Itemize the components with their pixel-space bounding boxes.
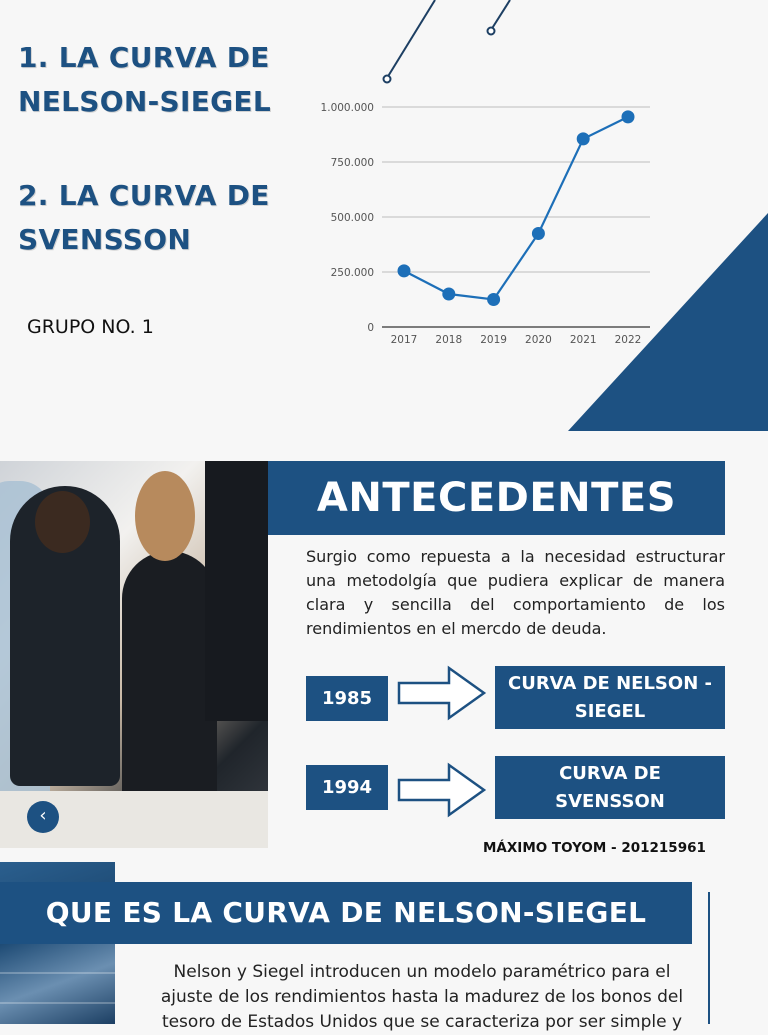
curve-box-nelson-siegel [495, 666, 725, 729]
title1-line1: 1. LA CURVA DE [18, 41, 270, 74]
y-tick-label: 250.000 [330, 267, 374, 279]
decorative-lines [370, 0, 530, 90]
nelson-siegel-title: QUE ES LA CURVA DE NELSON-SIEGEL [0, 882, 692, 944]
curve-box-svensson [495, 756, 725, 819]
data-point [398, 264, 411, 277]
title1-line2: NELSON-SIEGEL [18, 85, 271, 118]
curve1-line1: CURVA DE NELSON - [508, 672, 712, 694]
author-credit: MÁXIMO TOYOM - 201215961 [483, 840, 706, 856]
data-point [487, 293, 500, 306]
arrow-right-icon [397, 665, 487, 721]
year-badge-1994: 1994 [306, 765, 388, 810]
divider-line [708, 892, 710, 1024]
data-point [532, 227, 545, 240]
x-tick-label: 2019 [480, 334, 507, 346]
title2-line1: 2. LA CURVA DE [18, 179, 270, 212]
y-tick-label: 500.000 [330, 212, 374, 224]
curve1-line2: SIEGEL [574, 700, 646, 722]
y-tick-label: 750.000 [330, 157, 374, 169]
data-point [577, 132, 590, 145]
decorative-triangle [568, 213, 768, 431]
curve2-line1: CURVA DE [559, 762, 661, 784]
y-tick-label: 1.000.000 [320, 102, 374, 114]
chevron-left-icon[interactable]: ‹ [27, 801, 59, 833]
antecedentes-paragraph: Surgio como repuesta a la necesidad estructurar una metodolgía que pudiera explicar de manera clara y sencilla del comportamiento de los rendimientos en el mercdo de deuda. [306, 547, 725, 638]
nelson-siegel-paragraph: Nelson y Siegel introducen un modelo paramétrico para el ajuste de los rendimientos hasta la madurez de los bonos del tesoro de Estados Unidos que se caracteriza por ser simple y [160, 962, 684, 1032]
antecedentes-title: ANTECEDENTES [268, 461, 725, 535]
title-curva-nelson-siegel [18, 36, 271, 124]
arrow-right-icon [397, 762, 487, 818]
x-tick-label: 2018 [435, 334, 463, 346]
team-photo [0, 461, 268, 848]
x-tick-label: 2022 [614, 334, 642, 346]
title-curva-svensson [18, 174, 270, 262]
x-tick-label: 2017 [390, 334, 418, 346]
y-tick-label: 0 [367, 322, 374, 334]
title2-line2: SVENSSON [18, 223, 192, 256]
x-tick-label: 2021 [569, 334, 597, 346]
data-point [622, 110, 635, 123]
year-badge-1985: 1985 [306, 676, 388, 721]
curve2-line2: SVENSSON [555, 790, 665, 812]
x-tick-label: 2020 [525, 334, 552, 346]
data-point [442, 288, 455, 301]
group-label: GRUPO NO. 1 [27, 316, 154, 338]
